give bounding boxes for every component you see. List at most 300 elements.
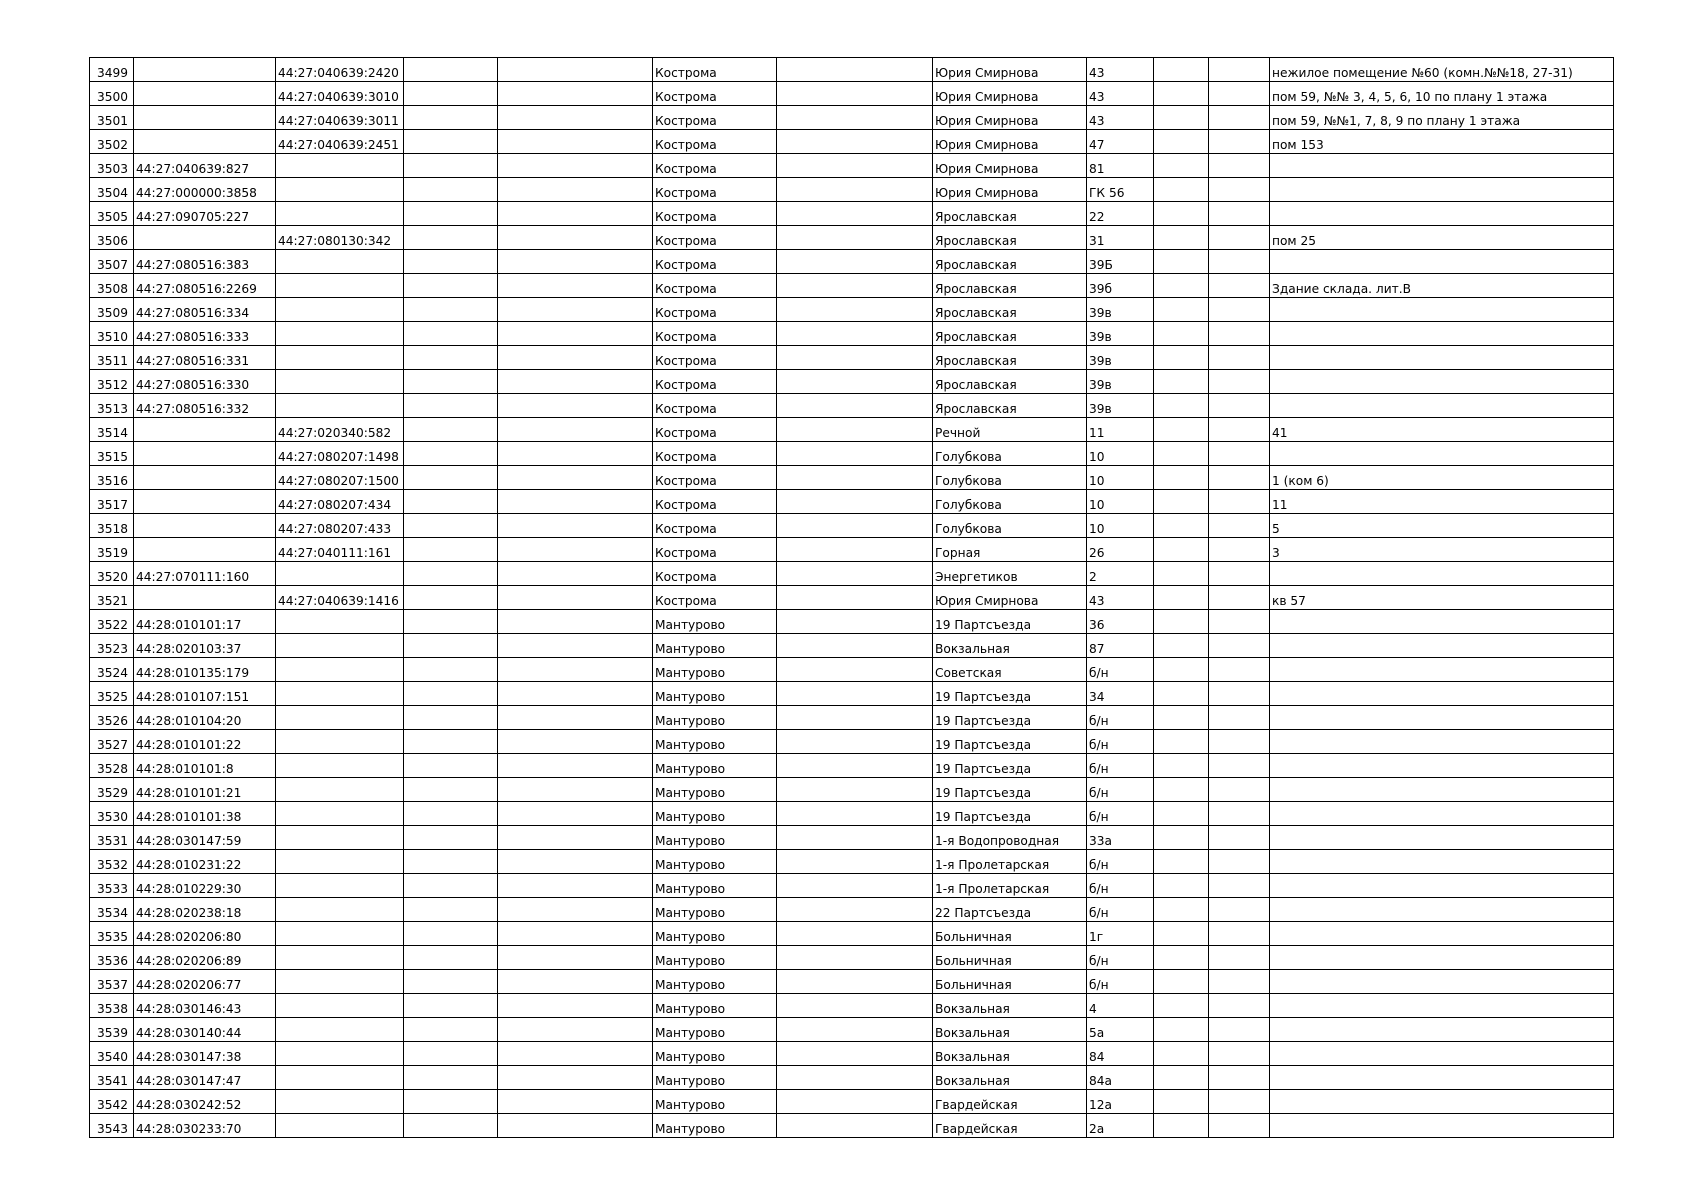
cell-city: Мантурово xyxy=(653,682,777,706)
cell-empty-col-5 xyxy=(498,946,653,970)
cell-cadastral-number: 44:28:010104:20 xyxy=(134,706,276,730)
table-row xyxy=(90,658,1614,682)
cell-cadastral-number-alt: 44:27:020340:582 xyxy=(276,418,404,442)
cell-empty-col-5 xyxy=(498,418,653,442)
cell-row-number: 3520 xyxy=(90,562,134,586)
cell-cadastral-number-alt xyxy=(276,994,404,1018)
cell-empty-col-5 xyxy=(498,634,653,658)
cell-empty-col-5 xyxy=(498,226,653,250)
cell-empty-col-10 xyxy=(1154,130,1209,154)
cell-row-number: 3521 xyxy=(90,586,134,610)
table-row xyxy=(90,178,1614,202)
cell-premises-note xyxy=(1270,826,1614,850)
cell-cadastral-number: 44:28:030140:44 xyxy=(134,1018,276,1042)
cell-row-number: 3524 xyxy=(90,658,134,682)
cell-cadastral-number: 44:27:080516:330 xyxy=(134,370,276,394)
cell-street: 19 Партсъезда xyxy=(933,682,1087,706)
cell-row-number: 3508 xyxy=(90,274,134,298)
cell-row-number: 3513 xyxy=(90,394,134,418)
cell-premises-note xyxy=(1270,442,1614,466)
cell-premises-note xyxy=(1270,682,1614,706)
cell-premises-note: Здание склада. лит.В xyxy=(1270,274,1614,298)
cell-cadastral-number xyxy=(134,226,276,250)
cell-cadastral-number-alt xyxy=(276,1114,404,1138)
table-row xyxy=(90,1042,1614,1066)
cell-empty-col-11 xyxy=(1209,178,1270,202)
cell-empty-col-10 xyxy=(1154,370,1209,394)
cell-empty-col-11 xyxy=(1209,826,1270,850)
cell-empty-col-11 xyxy=(1209,58,1270,82)
cell-cadastral-number: 44:28:010101:8 xyxy=(134,754,276,778)
cell-empty-col-5 xyxy=(498,610,653,634)
cell-empty-col-11 xyxy=(1209,634,1270,658)
cell-empty-col-10 xyxy=(1154,538,1209,562)
cell-city: Кострома xyxy=(653,418,777,442)
table-row xyxy=(90,970,1614,994)
cell-premises-note xyxy=(1270,250,1614,274)
cell-city: Кострома xyxy=(653,298,777,322)
cell-city: Мантурово xyxy=(653,970,777,994)
table-row xyxy=(90,1114,1614,1138)
cell-empty-col-7 xyxy=(777,202,933,226)
table-row xyxy=(90,322,1614,346)
cell-empty-col-5 xyxy=(498,1114,653,1138)
table-row xyxy=(90,754,1614,778)
cell-empty-col-5 xyxy=(498,874,653,898)
cell-city: Мантурово xyxy=(653,634,777,658)
cell-cadastral-number-alt xyxy=(276,826,404,850)
cell-cadastral-number-alt: 44:27:080207:434 xyxy=(276,490,404,514)
cell-empty-col-11 xyxy=(1209,82,1270,106)
cell-cadastral-number: 44:28:010101:21 xyxy=(134,778,276,802)
cell-street: Гвардейская xyxy=(933,1090,1087,1114)
cell-street: Вокзальная xyxy=(933,994,1087,1018)
cell-empty-col-7 xyxy=(777,610,933,634)
cell-cadastral-number-alt xyxy=(276,298,404,322)
cell-empty-col-5 xyxy=(498,706,653,730)
cell-empty-col-4 xyxy=(404,898,498,922)
cell-empty-col-7 xyxy=(777,922,933,946)
cell-empty-col-11 xyxy=(1209,274,1270,298)
cell-cadastral-number: 44:28:010107:151 xyxy=(134,682,276,706)
cell-empty-col-7 xyxy=(777,586,933,610)
cell-empty-col-4 xyxy=(404,130,498,154)
table-row xyxy=(90,442,1614,466)
cell-row-number: 3512 xyxy=(90,370,134,394)
cell-empty-col-5 xyxy=(498,466,653,490)
cell-city: Мантурово xyxy=(653,778,777,802)
cell-city: Кострома xyxy=(653,106,777,130)
cell-empty-col-4 xyxy=(404,874,498,898)
cell-empty-col-4 xyxy=(404,538,498,562)
cell-empty-col-10 xyxy=(1154,202,1209,226)
cell-empty-col-4 xyxy=(404,754,498,778)
cell-empty-col-11 xyxy=(1209,466,1270,490)
cell-empty-col-10 xyxy=(1154,778,1209,802)
cell-street: Ярославская xyxy=(933,394,1087,418)
cell-house-number: 84а xyxy=(1087,1066,1154,1090)
cell-row-number: 3515 xyxy=(90,442,134,466)
cell-cadastral-number-alt: 44:27:080130:342 xyxy=(276,226,404,250)
cell-cadastral-number-alt xyxy=(276,274,404,298)
cell-empty-col-11 xyxy=(1209,682,1270,706)
cell-empty-col-7 xyxy=(777,346,933,370)
cell-empty-col-7 xyxy=(777,994,933,1018)
cell-street: Голубкова xyxy=(933,442,1087,466)
cell-empty-col-7 xyxy=(777,898,933,922)
cell-empty-col-10 xyxy=(1154,754,1209,778)
cell-empty-col-10 xyxy=(1154,874,1209,898)
cell-cadastral-number: 44:28:030147:47 xyxy=(134,1066,276,1090)
cell-premises-note xyxy=(1270,970,1614,994)
cell-row-number: 3507 xyxy=(90,250,134,274)
cell-empty-col-11 xyxy=(1209,154,1270,178)
cell-empty-col-4 xyxy=(404,322,498,346)
cell-cadastral-number-alt xyxy=(276,946,404,970)
cell-city: Мантурово xyxy=(653,1066,777,1090)
cell-premises-note xyxy=(1270,346,1614,370)
cell-empty-col-7 xyxy=(777,178,933,202)
cell-cadastral-number: 44:28:010135:179 xyxy=(134,658,276,682)
cell-house-number: б/н xyxy=(1087,778,1154,802)
cell-empty-col-4 xyxy=(404,562,498,586)
cell-street: Речной xyxy=(933,418,1087,442)
cell-empty-col-7 xyxy=(777,730,933,754)
cell-row-number: 3516 xyxy=(90,466,134,490)
cell-cadastral-number: 44:28:020206:89 xyxy=(134,946,276,970)
cell-empty-col-5 xyxy=(498,298,653,322)
cell-premises-note xyxy=(1270,322,1614,346)
cell-empty-col-4 xyxy=(404,1018,498,1042)
cell-street: Ярославская xyxy=(933,370,1087,394)
cell-empty-col-10 xyxy=(1154,850,1209,874)
cell-street: Ярославская xyxy=(933,226,1087,250)
cell-empty-col-11 xyxy=(1209,970,1270,994)
cell-cadastral-number xyxy=(134,514,276,538)
cell-house-number: б/н xyxy=(1087,898,1154,922)
cell-street: Энергетиков xyxy=(933,562,1087,586)
cell-empty-col-10 xyxy=(1154,274,1209,298)
cell-cadastral-number-alt xyxy=(276,850,404,874)
cell-empty-col-10 xyxy=(1154,346,1209,370)
cell-house-number: б/н xyxy=(1087,946,1154,970)
cell-house-number: 84 xyxy=(1087,1042,1154,1066)
cell-cadastral-number-alt xyxy=(276,802,404,826)
cell-empty-col-10 xyxy=(1154,1090,1209,1114)
cell-empty-col-5 xyxy=(498,586,653,610)
table-row xyxy=(90,562,1614,586)
cell-city: Мантурово xyxy=(653,826,777,850)
cell-house-number: 31 xyxy=(1087,226,1154,250)
cell-row-number: 3536 xyxy=(90,946,134,970)
cell-cadastral-number xyxy=(134,82,276,106)
cell-empty-col-10 xyxy=(1154,946,1209,970)
cell-house-number: 10 xyxy=(1087,490,1154,514)
cell-house-number: 39в xyxy=(1087,394,1154,418)
cell-premises-note: пом 59, №№ 3, 4, 5, 6, 10 по плану 1 этажа xyxy=(1270,82,1614,106)
table-row xyxy=(90,826,1614,850)
cell-premises-note: пом 153 xyxy=(1270,130,1614,154)
cell-cadastral-number-alt xyxy=(276,610,404,634)
cell-empty-col-11 xyxy=(1209,1018,1270,1042)
cell-empty-col-5 xyxy=(498,922,653,946)
table-row xyxy=(90,250,1614,274)
cell-row-number: 3542 xyxy=(90,1090,134,1114)
cell-empty-col-11 xyxy=(1209,442,1270,466)
cell-empty-col-10 xyxy=(1154,634,1209,658)
cell-street: Вокзальная xyxy=(933,1066,1087,1090)
cell-premises-note xyxy=(1270,898,1614,922)
cell-cadastral-number xyxy=(134,418,276,442)
cell-city: Мантурово xyxy=(653,610,777,634)
cell-empty-col-11 xyxy=(1209,346,1270,370)
cell-empty-col-7 xyxy=(777,370,933,394)
cell-row-number: 3538 xyxy=(90,994,134,1018)
cell-empty-col-7 xyxy=(777,538,933,562)
cell-empty-col-4 xyxy=(404,730,498,754)
cell-empty-col-4 xyxy=(404,1066,498,1090)
cell-house-number: б/н xyxy=(1087,970,1154,994)
cell-cadastral-number: 44:27:080516:331 xyxy=(134,346,276,370)
cell-city: Кострома xyxy=(653,538,777,562)
cell-empty-col-11 xyxy=(1209,394,1270,418)
cell-row-number: 3518 xyxy=(90,514,134,538)
cell-empty-col-5 xyxy=(498,730,653,754)
cell-house-number: 39в xyxy=(1087,346,1154,370)
cell-street: Ярославская xyxy=(933,250,1087,274)
cell-empty-col-5 xyxy=(498,154,653,178)
table-row xyxy=(90,994,1614,1018)
cell-premises-note xyxy=(1270,394,1614,418)
cell-row-number: 3527 xyxy=(90,730,134,754)
cell-cadastral-number-alt xyxy=(276,682,404,706)
cell-street: 1-я Водопроводная xyxy=(933,826,1087,850)
cell-empty-col-10 xyxy=(1154,658,1209,682)
cell-premises-note xyxy=(1270,946,1614,970)
cell-empty-col-11 xyxy=(1209,754,1270,778)
cell-house-number: 43 xyxy=(1087,58,1154,82)
cell-city: Кострома xyxy=(653,274,777,298)
cell-empty-col-11 xyxy=(1209,898,1270,922)
cell-row-number: 3503 xyxy=(90,154,134,178)
cell-street: 19 Партсъезда xyxy=(933,706,1087,730)
cell-cadastral-number xyxy=(134,490,276,514)
cell-empty-col-5 xyxy=(498,106,653,130)
cell-cadastral-number: 44:28:030147:38 xyxy=(134,1042,276,1066)
cell-cadastral-number: 44:28:030146:43 xyxy=(134,994,276,1018)
cell-empty-col-11 xyxy=(1209,658,1270,682)
cell-city: Кострома xyxy=(653,322,777,346)
cell-street: Юрия Смирнова xyxy=(933,178,1087,202)
cell-empty-col-11 xyxy=(1209,610,1270,634)
registry-table-body xyxy=(90,58,1614,1138)
cell-cadastral-number: 44:28:020238:18 xyxy=(134,898,276,922)
cell-cadastral-number: 44:27:080516:332 xyxy=(134,394,276,418)
cell-house-number: 39б xyxy=(1087,274,1154,298)
cell-empty-col-4 xyxy=(404,778,498,802)
cell-house-number: б/н xyxy=(1087,658,1154,682)
cell-street: Юрия Смирнова xyxy=(933,106,1087,130)
cell-house-number: б/н xyxy=(1087,754,1154,778)
cell-street: Ярославская xyxy=(933,298,1087,322)
table-row xyxy=(90,946,1614,970)
table-row xyxy=(90,226,1614,250)
cell-premises-note xyxy=(1270,778,1614,802)
cell-premises-note xyxy=(1270,802,1614,826)
cell-city: Мантурово xyxy=(653,994,777,1018)
cell-empty-col-4 xyxy=(404,178,498,202)
cell-street: 1-я Пролетарская xyxy=(933,874,1087,898)
table-row xyxy=(90,346,1614,370)
cell-row-number: 3530 xyxy=(90,802,134,826)
cell-empty-col-7 xyxy=(777,442,933,466)
cell-cadastral-number: 44:28:020206:80 xyxy=(134,922,276,946)
cell-row-number: 3502 xyxy=(90,130,134,154)
cell-city: Кострома xyxy=(653,226,777,250)
cell-cadastral-number xyxy=(134,58,276,82)
cell-empty-col-11 xyxy=(1209,322,1270,346)
cell-street: Ярославская xyxy=(933,346,1087,370)
cell-cadastral-number-alt xyxy=(276,922,404,946)
cell-house-number: 47 xyxy=(1087,130,1154,154)
cell-empty-col-7 xyxy=(777,514,933,538)
cell-empty-col-11 xyxy=(1209,370,1270,394)
cell-premises-note xyxy=(1270,922,1614,946)
cell-cadastral-number: 44:27:000000:3858 xyxy=(134,178,276,202)
cell-row-number: 3534 xyxy=(90,898,134,922)
cell-premises-note xyxy=(1270,754,1614,778)
cell-empty-col-11 xyxy=(1209,490,1270,514)
cell-city: Кострома xyxy=(653,346,777,370)
table-row xyxy=(90,730,1614,754)
cell-city: Кострома xyxy=(653,130,777,154)
cell-premises-note xyxy=(1270,202,1614,226)
cell-cadastral-number-alt xyxy=(276,778,404,802)
cell-cadastral-number-alt: 44:27:080207:1500 xyxy=(276,466,404,490)
cell-city: Мантурово xyxy=(653,1018,777,1042)
cell-empty-col-10 xyxy=(1154,322,1209,346)
cell-street: Голубкова xyxy=(933,514,1087,538)
cell-cadastral-number-alt xyxy=(276,1042,404,1066)
cell-city: Мантурово xyxy=(653,850,777,874)
cell-street: Вокзальная xyxy=(933,634,1087,658)
cell-empty-col-10 xyxy=(1154,994,1209,1018)
cell-empty-col-5 xyxy=(498,322,653,346)
table-row xyxy=(90,370,1614,394)
cell-street: Гвардейская xyxy=(933,1114,1087,1138)
cell-row-number: 3510 xyxy=(90,322,134,346)
cell-empty-col-5 xyxy=(498,562,653,586)
cell-city: Мантурово xyxy=(653,946,777,970)
cell-house-number: 43 xyxy=(1087,106,1154,130)
cell-empty-col-10 xyxy=(1154,394,1209,418)
cell-house-number: 2 xyxy=(1087,562,1154,586)
cell-premises-note: 11 xyxy=(1270,490,1614,514)
cell-empty-col-5 xyxy=(498,682,653,706)
cell-empty-col-4 xyxy=(404,514,498,538)
cell-cadastral-number-alt: 44:27:040111:161 xyxy=(276,538,404,562)
cell-empty-col-7 xyxy=(777,874,933,898)
cell-premises-note: 1 (ком 6) xyxy=(1270,466,1614,490)
cell-premises-note xyxy=(1270,370,1614,394)
cell-empty-col-4 xyxy=(404,1042,498,1066)
cell-empty-col-10 xyxy=(1154,154,1209,178)
cell-empty-col-10 xyxy=(1154,490,1209,514)
cell-house-number: 4 xyxy=(1087,994,1154,1018)
cell-empty-col-11 xyxy=(1209,946,1270,970)
cell-street: Вокзальная xyxy=(933,1042,1087,1066)
cell-cadastral-number-alt xyxy=(276,250,404,274)
table-row xyxy=(90,202,1614,226)
cell-city: Кострома xyxy=(653,490,777,514)
cell-cadastral-number: 44:28:030233:70 xyxy=(134,1114,276,1138)
cell-cadastral-number xyxy=(134,106,276,130)
cell-empty-col-7 xyxy=(777,130,933,154)
cell-cadastral-number: 44:28:010231:22 xyxy=(134,850,276,874)
cell-city: Мантурово xyxy=(653,922,777,946)
cell-house-number: 39Б xyxy=(1087,250,1154,274)
cell-cadastral-number: 44:27:090705:227 xyxy=(134,202,276,226)
cell-premises-note xyxy=(1270,178,1614,202)
cell-row-number: 3522 xyxy=(90,610,134,634)
cell-empty-col-10 xyxy=(1154,466,1209,490)
cell-empty-col-4 xyxy=(404,922,498,946)
cell-empty-col-5 xyxy=(498,538,653,562)
cell-empty-col-11 xyxy=(1209,802,1270,826)
cell-city: Кострома xyxy=(653,178,777,202)
cell-empty-col-5 xyxy=(498,1090,653,1114)
table-row xyxy=(90,418,1614,442)
cell-cadastral-number xyxy=(134,442,276,466)
cell-empty-col-4 xyxy=(404,682,498,706)
cell-empty-col-10 xyxy=(1154,802,1209,826)
cell-city: Кострома xyxy=(653,514,777,538)
cell-premises-note xyxy=(1270,1018,1614,1042)
cell-cadastral-number-alt xyxy=(276,754,404,778)
cell-city: Кострома xyxy=(653,586,777,610)
cell-house-number: 12а xyxy=(1087,1090,1154,1114)
cell-empty-col-4 xyxy=(404,82,498,106)
cell-street: Ярославская xyxy=(933,202,1087,226)
cell-cadastral-number-alt xyxy=(276,1018,404,1042)
cell-premises-note: 41 xyxy=(1270,418,1614,442)
cell-empty-col-10 xyxy=(1154,226,1209,250)
cell-empty-col-4 xyxy=(404,586,498,610)
cell-row-number: 3543 xyxy=(90,1114,134,1138)
cell-row-number: 3501 xyxy=(90,106,134,130)
cell-empty-col-4 xyxy=(404,1090,498,1114)
cell-row-number: 3517 xyxy=(90,490,134,514)
cell-house-number: 11 xyxy=(1087,418,1154,442)
cell-row-number: 3533 xyxy=(90,874,134,898)
table-row xyxy=(90,802,1614,826)
cell-house-number: 43 xyxy=(1087,82,1154,106)
cell-row-number: 3529 xyxy=(90,778,134,802)
cell-street: 19 Партсъезда xyxy=(933,754,1087,778)
cell-empty-col-10 xyxy=(1154,1114,1209,1138)
cell-empty-col-5 xyxy=(498,178,653,202)
cell-cadastral-number: 44:27:080516:383 xyxy=(134,250,276,274)
cell-cadastral-number: 44:28:030242:52 xyxy=(134,1090,276,1114)
cell-cadastral-number-alt xyxy=(276,730,404,754)
cell-cadastral-number-alt xyxy=(276,706,404,730)
cell-cadastral-number-alt xyxy=(276,874,404,898)
cell-row-number: 3500 xyxy=(90,82,134,106)
cell-empty-col-7 xyxy=(777,418,933,442)
table-row xyxy=(90,490,1614,514)
cell-empty-col-5 xyxy=(498,130,653,154)
cell-cadastral-number-alt xyxy=(276,562,404,586)
